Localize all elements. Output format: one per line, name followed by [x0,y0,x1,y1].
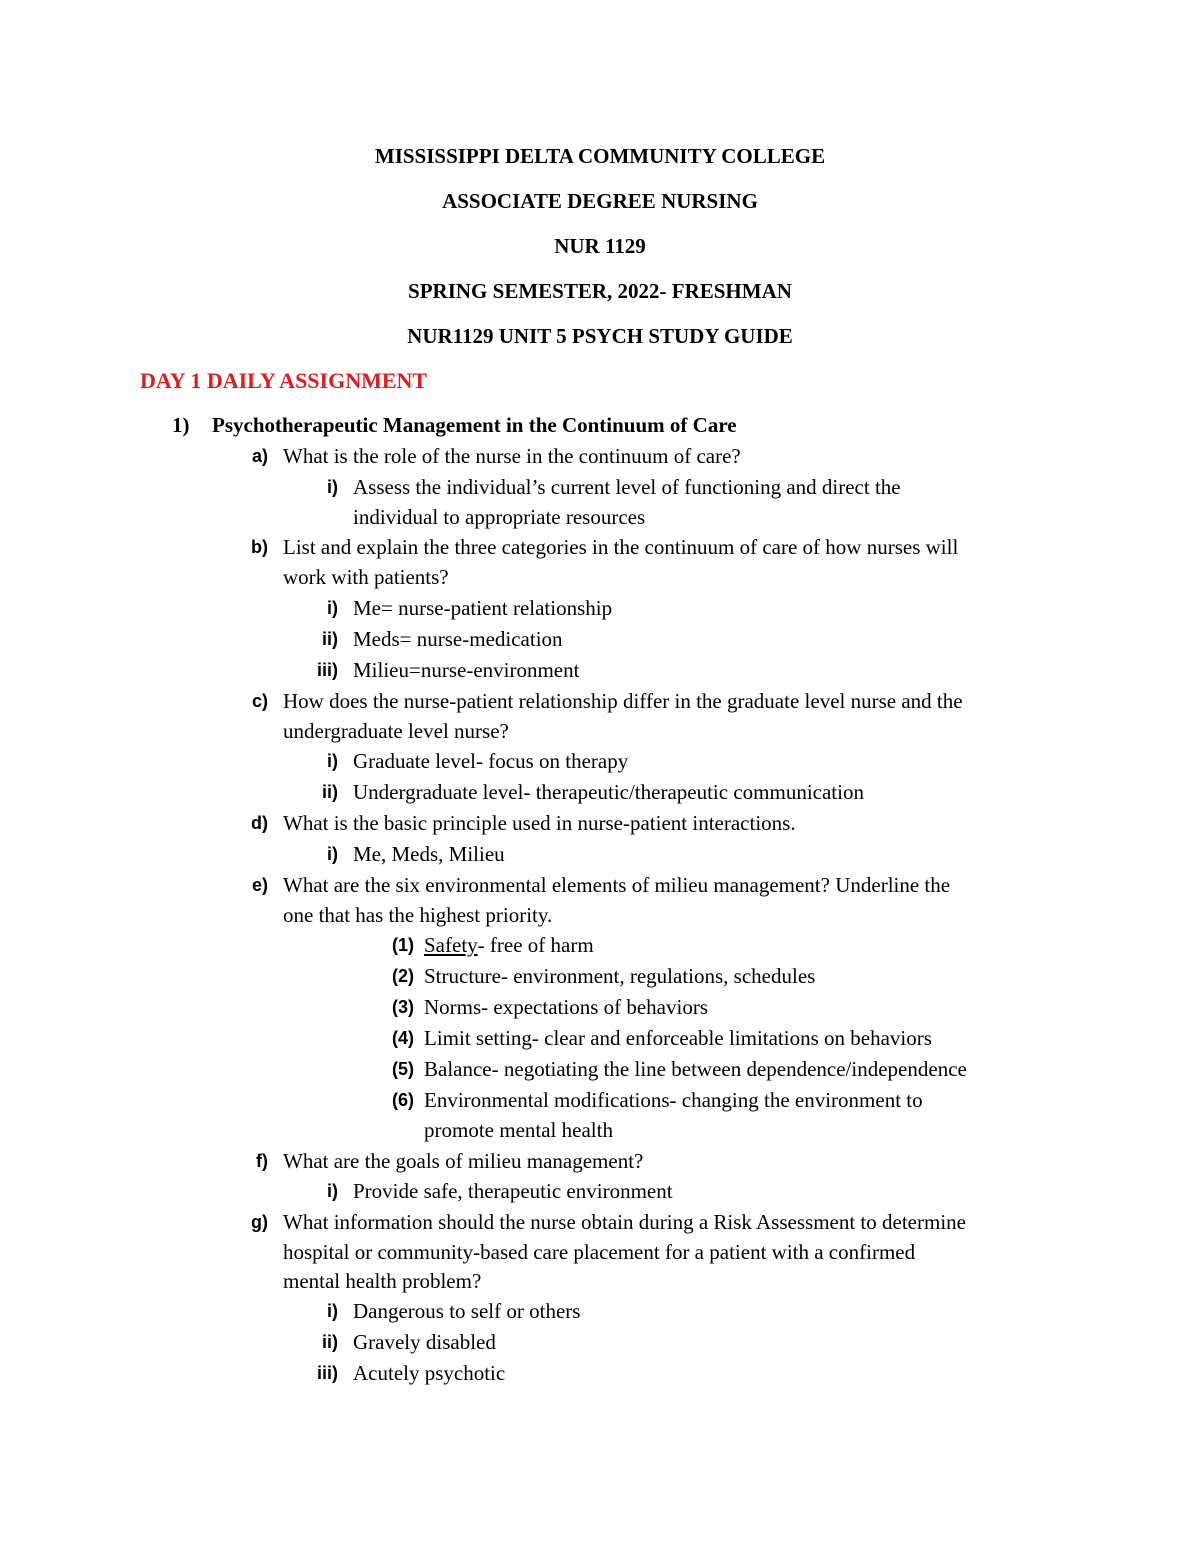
question-c: undergraduate level nurse? [283,719,509,743]
college-name: MISSISSIPPI DELTA COMMUNITY COLLEGE [374,144,826,168]
answer-text: Me, Meds, Milieu [353,842,505,866]
question-marker: d) [251,813,268,833]
question-e: one that has the highest priority. [283,903,553,927]
question-b: List and explain the three categories in the continuum of care of how nurses will [283,535,959,559]
question-a: What is the role of the nurse in the continuum of care? [283,444,741,468]
section-number: 1) [172,413,190,437]
answer-text [424,931,594,959]
answer-marker: (2) [392,966,414,986]
question-g: hospital or community-based care placement for a patient with a confirmed [283,1240,916,1264]
answer-text: Norms- expectations of behaviors [424,995,709,1019]
answer-marker: iii) [317,660,338,680]
answer-text-rest: - free of harm [477,933,594,957]
semester: SPRING SEMESTER, 2022- FRESHMAN [408,279,792,303]
answer-marker: i) [327,1301,338,1321]
answer-text: Undergraduate level- therapeutic/therapeutic communication [353,780,864,804]
question-c: How does the nurse-patient relationship differ in the graduate level nurse and the [283,689,963,713]
question-g: What information should the nurse obtain during a Risk Assessment to determine [283,1210,966,1234]
answer-marker: (5) [392,1059,414,1079]
day-heading: DAY 1 DAILY ASSIGNMENT [140,368,428,393]
question-marker: e) [251,875,268,895]
answer-marker: i) [327,751,338,771]
question-f: What are the goals of milieu management? [283,1149,644,1173]
answer-text: Acutely psychotic [353,1361,506,1385]
section-title: Psychotherapeutic Management in the Continuum of Care [212,413,737,437]
question-e: What are the six environmental elements of milieu management? Underline the [283,873,951,897]
answer-text: individual to appropriate resources [353,505,646,529]
question-marker: b) [251,537,268,557]
answer-marker: ii) [322,782,338,802]
answer-marker: (6) [392,1090,414,1110]
answer-text: Limit setting- clear and enforceable limitations on behaviors [424,1026,932,1050]
answer-text: Milieu=nurse-environment [353,658,580,682]
question-g: mental health problem? [283,1269,482,1293]
answer-text: Gravely disabled [353,1330,496,1354]
answer-text: Me= nurse-patient relationship [353,596,613,620]
answer-marker: (1) [392,935,414,955]
answer-marker: ii) [322,629,338,649]
answer-text: Meds= nurse-medication [353,627,563,651]
question-b: work with patients? [283,565,449,589]
answer-text: Graduate level- focus on therapy [353,749,629,773]
answer-text: Environmental modifications- changing the environment to [424,1088,923,1112]
answer-marker: i) [327,598,338,618]
answer-marker: (4) [392,1028,414,1048]
question-d: What is the basic principle used in nurse-patient interactions. [283,811,796,835]
answer-marker: iii) [317,1363,338,1383]
highest-priority-element: Safety [424,933,478,957]
answer-marker: i) [327,477,338,497]
question-marker: f) [256,1151,268,1171]
answer-marker: i) [327,1181,338,1201]
answer-text: promote mental health [424,1118,613,1142]
answer-text: Dangerous to self or others [353,1299,581,1323]
answer-text: Provide safe, therapeutic environment [353,1179,673,1203]
answer-text: Balance- negotiating the line between dependence/independence [424,1057,967,1081]
answer-marker: ii) [322,1332,338,1352]
answer-text: Assess the individual’s current level of functioning and direct the [353,475,901,499]
question-marker: a) [251,446,268,466]
answer-text: Structure- environment, regulations, schedules [424,964,816,988]
answer-marker: i) [327,844,338,864]
course-code: NUR 1129 [554,234,646,258]
guide-title: NUR1129 UNIT 5 PSYCH STUDY GUIDE [407,324,793,348]
question-marker: c) [251,691,268,711]
question-marker: g) [251,1212,268,1232]
program-name: ASSOCIATE DEGREE NURSING [442,189,758,213]
answer-marker: (3) [392,997,414,1017]
